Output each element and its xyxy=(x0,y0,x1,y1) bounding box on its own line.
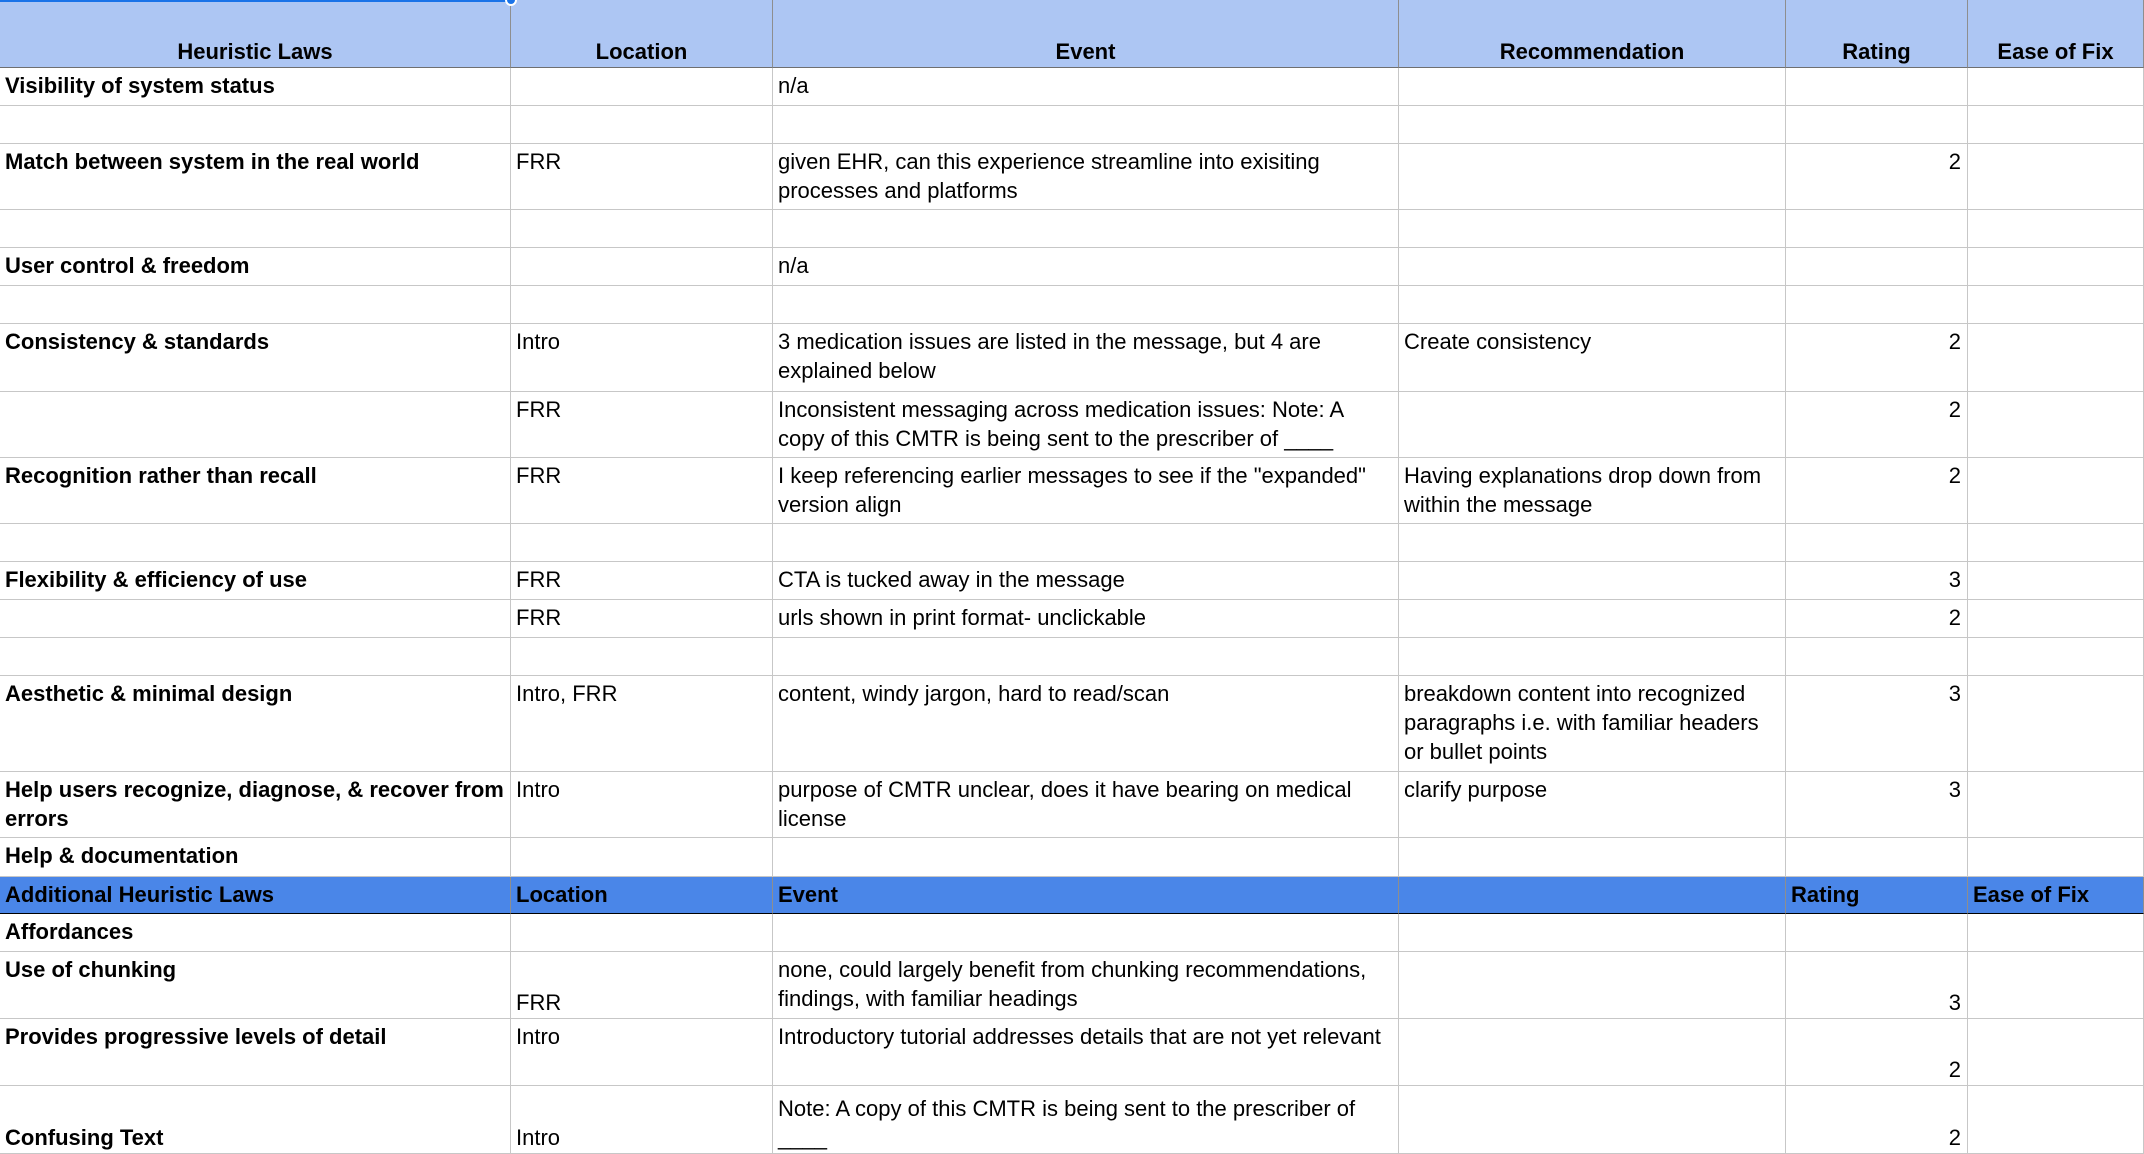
cell-event[interactable]: none, could largely benefit from chunking recommendations, findings, with familiar headings xyxy=(773,952,1399,1019)
cell-location[interactable] xyxy=(511,286,773,324)
cell-ease-of-fix[interactable] xyxy=(1968,68,2144,106)
cell-event[interactable]: n/a xyxy=(773,68,1399,106)
cell-heuristic-laws[interactable]: Recognition rather than recall xyxy=(0,458,511,524)
cell-ease-of-fix[interactable] xyxy=(1968,286,2144,324)
cell-rating[interactable]: 2 xyxy=(1786,600,1968,638)
cell-rating[interactable]: 2 xyxy=(1786,324,1968,392)
cell-heuristic-laws[interactable]: Flexibility & efficiency of use xyxy=(0,562,511,600)
cell-rating[interactable]: 2 xyxy=(1786,458,1968,524)
cell-ease-of-fix[interactable] xyxy=(1968,638,2144,676)
cell-rating[interactable]: 2 xyxy=(1786,144,1968,210)
cell-rating[interactable]: 3 xyxy=(1786,676,1968,772)
section-header-event[interactable]: Event xyxy=(773,877,1399,914)
cell-location[interactable]: Intro xyxy=(511,1019,773,1086)
cell-ease-of-fix[interactable] xyxy=(1968,562,2144,600)
cell-heuristic-laws[interactable] xyxy=(0,106,511,144)
cell-recommendation[interactable] xyxy=(1399,952,1786,1019)
cell-ease-of-fix[interactable] xyxy=(1968,524,2144,562)
cell-event[interactable]: Inconsistent messaging across medication issues: Note: A copy of this CMTR is being sent to the prescriber of ____ xyxy=(773,392,1399,458)
cell-ease-of-fix[interactable] xyxy=(1968,600,2144,638)
cell-event[interactable]: 3 medication issues are listed in the message, but 4 are explained below xyxy=(773,324,1399,392)
cell-ease-of-fix[interactable] xyxy=(1968,106,2144,144)
section-header-location[interactable]: Location xyxy=(511,877,773,914)
cell-location[interactable] xyxy=(511,838,773,877)
cell-event[interactable] xyxy=(773,210,1399,248)
section-header-ease-of-fix[interactable]: Ease of Fix xyxy=(1968,877,2144,914)
cell-location[interactable] xyxy=(511,638,773,676)
cell-ease-of-fix[interactable] xyxy=(1968,210,2144,248)
cell-heuristic-laws[interactable] xyxy=(0,392,511,458)
cell-recommendation[interactable] xyxy=(1399,600,1786,638)
cell-location[interactable]: Intro, FRR xyxy=(511,676,773,772)
selection-border xyxy=(0,0,512,2)
cell-ease-of-fix[interactable] xyxy=(1968,1019,2144,1086)
cell-location[interactable] xyxy=(511,248,773,286)
cell-event[interactable]: I keep referencing earlier messages to see if the "expanded" version align xyxy=(773,458,1399,524)
cell-heuristic-laws[interactable] xyxy=(0,524,511,562)
cell-recommendation[interactable]: Having explanations drop down from within the message xyxy=(1399,458,1786,524)
cell-event[interactable] xyxy=(773,838,1399,877)
cell-recommendation[interactable] xyxy=(1399,286,1786,324)
cell-event[interactable] xyxy=(773,286,1399,324)
cell-heuristic-laws[interactable] xyxy=(0,286,511,324)
cell-event[interactable]: purpose of CMTR unclear, does it have bearing on medical license xyxy=(773,772,1399,838)
cell-event[interactable]: urls shown in print format- unclickable xyxy=(773,600,1399,638)
cell-location[interactable]: Intro xyxy=(511,324,773,392)
cell-recommendation[interactable] xyxy=(1399,1086,1786,1154)
cell-recommendation[interactable] xyxy=(1399,248,1786,286)
cell-event[interactable]: CTA is tucked away in the message xyxy=(773,562,1399,600)
cell-location[interactable]: Intro xyxy=(511,1086,773,1154)
cell-ease-of-fix[interactable] xyxy=(1968,772,2144,838)
cell-recommendation[interactable] xyxy=(1399,106,1786,144)
cell-heuristic-laws[interactable]: Use of chunking xyxy=(0,952,511,1019)
cell-recommendation[interactable] xyxy=(1399,392,1786,458)
cell-heuristic-laws[interactable] xyxy=(0,210,511,248)
cell-rating[interactable] xyxy=(1786,286,1968,324)
cell-recommendation[interactable] xyxy=(1399,914,1786,952)
cell-ease-of-fix[interactable] xyxy=(1968,392,2144,458)
cell-rating[interactable] xyxy=(1786,248,1968,286)
cell-recommendation[interactable]: clarify purpose xyxy=(1399,772,1786,838)
section-header-heuristic-laws[interactable]: Additional Heuristic Laws xyxy=(0,877,511,914)
cell-ease-of-fix[interactable] xyxy=(1968,676,2144,772)
cell-event[interactable]: Introductory tutorial addresses details that are not yet relevant xyxy=(773,1019,1399,1086)
cell-recommendation[interactable]: breakdown content into recognized paragraphs i.e. with familiar headers or bullet points xyxy=(1399,676,1786,772)
cell-ease-of-fix[interactable] xyxy=(1968,324,2144,392)
cell-heuristic-laws[interactable]: Provides progressive levels of detail xyxy=(0,1019,511,1086)
column-header-event[interactable]: Event xyxy=(773,0,1399,68)
cell-recommendation[interactable] xyxy=(1399,144,1786,210)
cell-event[interactable] xyxy=(773,106,1399,144)
cell-rating[interactable]: 3 xyxy=(1786,772,1968,838)
cell-heuristic-laws[interactable]: Visibility of system status xyxy=(0,68,511,106)
cell-rating[interactable] xyxy=(1786,68,1968,106)
cell-rating[interactable]: 2 xyxy=(1786,392,1968,458)
cell-event[interactable] xyxy=(773,524,1399,562)
cell-event[interactable]: n/a xyxy=(773,248,1399,286)
column-header-rating[interactable]: Rating xyxy=(1786,0,1968,68)
cell-location[interactable]: FRR xyxy=(511,952,773,1019)
cell-event[interactable] xyxy=(773,638,1399,676)
cell-rating[interactable] xyxy=(1786,914,1968,952)
cell-rating[interactable]: 3 xyxy=(1786,562,1968,600)
cell-location[interactable]: FRR xyxy=(511,392,773,458)
cell-rating[interactable] xyxy=(1786,638,1968,676)
cell-ease-of-fix[interactable] xyxy=(1968,458,2144,524)
column-header-heuristic-laws[interactable]: Heuristic Laws xyxy=(0,0,511,68)
cell-ease-of-fix[interactable] xyxy=(1968,838,2144,877)
cell-rating[interactable] xyxy=(1786,524,1968,562)
cell-event[interactable] xyxy=(773,914,1399,952)
cell-heuristic-laws[interactable]: Aesthetic & minimal design xyxy=(0,676,511,772)
cell-ease-of-fix[interactable] xyxy=(1968,248,2144,286)
cell-event[interactable]: given EHR, can this experience streamline into exisiting processes and platforms xyxy=(773,144,1399,210)
cell-recommendation[interactable] xyxy=(1399,524,1786,562)
section-header-recommendation[interactable] xyxy=(1399,877,1786,914)
cell-recommendation[interactable]: Create consistency xyxy=(1399,324,1786,392)
cell-location[interactable] xyxy=(511,68,773,106)
cell-location[interactable] xyxy=(511,914,773,952)
cell-ease-of-fix[interactable] xyxy=(1968,914,2144,952)
cell-recommendation[interactable] xyxy=(1399,838,1786,877)
cell-location[interactable] xyxy=(511,210,773,248)
cell-rating[interactable] xyxy=(1786,106,1968,144)
cell-heuristic-laws[interactable] xyxy=(0,600,511,638)
cell-location[interactable]: FRR xyxy=(511,144,773,210)
cell-heuristic-laws[interactable]: Help & documentation xyxy=(0,838,511,877)
cell-ease-of-fix[interactable] xyxy=(1968,144,2144,210)
cell-heuristic-laws[interactable]: User control & freedom xyxy=(0,248,511,286)
cell-location[interactable]: FRR xyxy=(511,458,773,524)
section-header-rating[interactable]: Rating xyxy=(1786,877,1968,914)
cell-rating[interactable]: 3 xyxy=(1786,952,1968,1019)
cell-ease-of-fix[interactable] xyxy=(1968,952,2144,1019)
cell-heuristic-laws[interactable]: Affordances xyxy=(0,914,511,952)
cell-rating[interactable] xyxy=(1786,210,1968,248)
cell-location[interactable] xyxy=(511,106,773,144)
column-header-location[interactable]: Location xyxy=(511,0,773,68)
column-header-ease-of-fix[interactable]: Ease of Fix xyxy=(1968,0,2144,68)
cell-rating[interactable] xyxy=(1786,838,1968,877)
cell-location[interactable]: FRR xyxy=(511,562,773,600)
cell-heuristic-laws[interactable]: Help users recognize, diagnose, & recover from errors xyxy=(0,772,511,838)
cell-heuristic-laws[interactable] xyxy=(0,638,511,676)
cell-location[interactable]: Intro xyxy=(511,772,773,838)
cell-location[interactable]: FRR xyxy=(511,600,773,638)
cell-location[interactable] xyxy=(511,524,773,562)
cell-rating[interactable]: 2 xyxy=(1786,1086,1968,1154)
cell-recommendation[interactable] xyxy=(1399,210,1786,248)
cell-ease-of-fix[interactable] xyxy=(1968,1086,2144,1154)
cell-heuristic-laws[interactable]: Consistency & standards xyxy=(0,324,511,392)
column-header-recommendation[interactable]: Recommendation xyxy=(1399,0,1786,68)
cell-event[interactable]: Note: A copy of this CMTR is being sent to the prescriber of ____ xyxy=(773,1086,1399,1154)
cell-heuristic-laws[interactable]: Match between system in the real world xyxy=(0,144,511,210)
cell-recommendation[interactable] xyxy=(1399,68,1786,106)
cell-rating[interactable]: 2 xyxy=(1786,1019,1968,1086)
cell-recommendation[interactable] xyxy=(1399,638,1786,676)
cell-recommendation[interactable] xyxy=(1399,1019,1786,1086)
cell-recommendation[interactable] xyxy=(1399,562,1786,600)
cell-heuristic-laws[interactable]: Confusing Text xyxy=(0,1086,511,1154)
cell-event[interactable]: content, windy jargon, hard to read/scan xyxy=(773,676,1399,772)
